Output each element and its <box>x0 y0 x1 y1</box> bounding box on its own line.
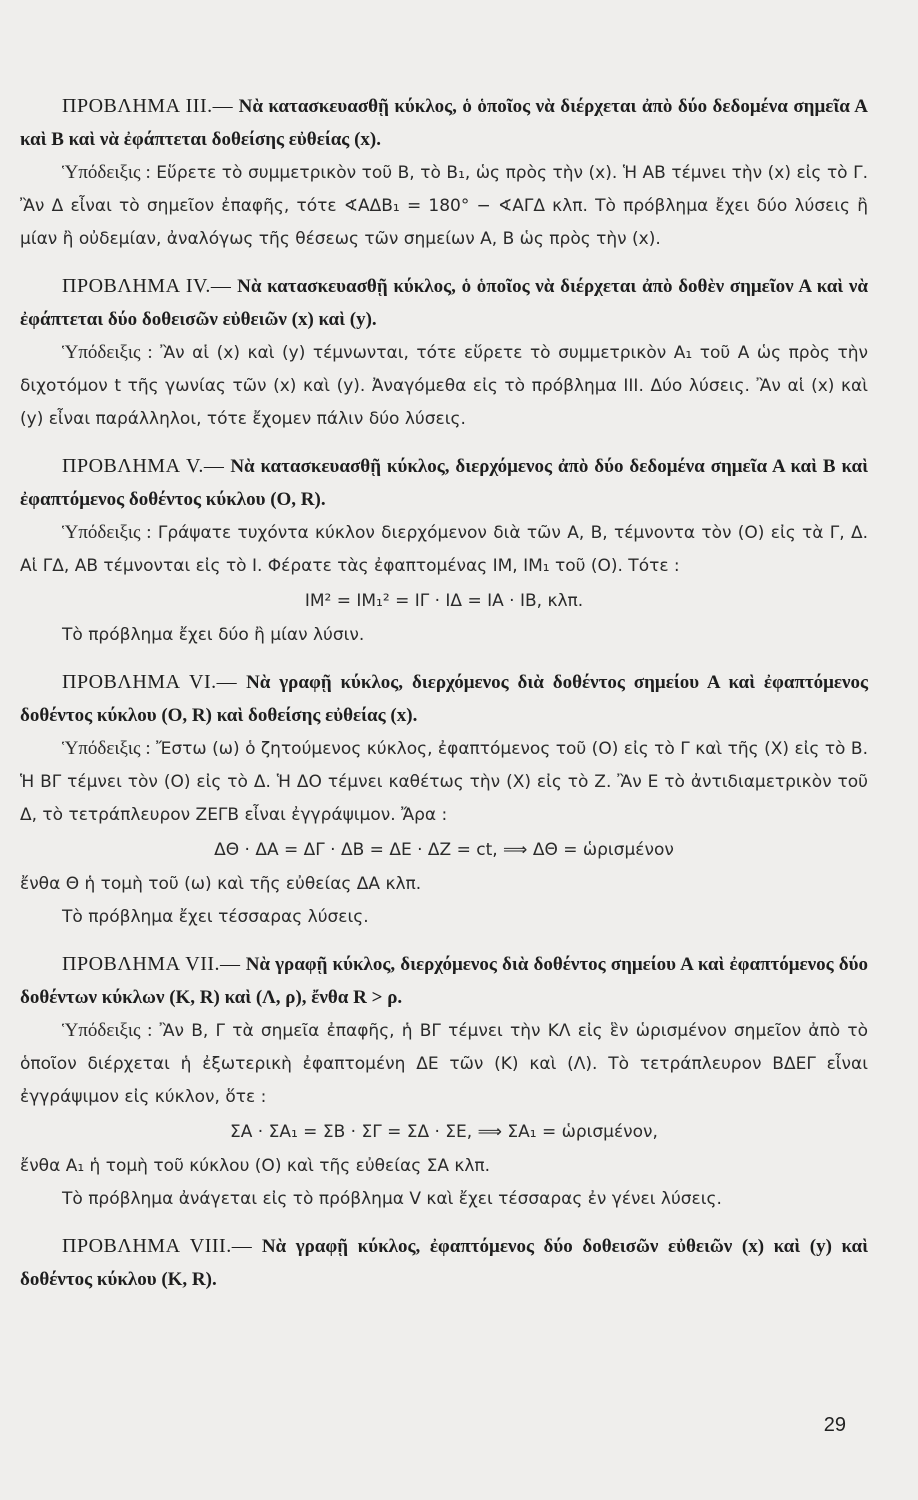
problem-4-hint-label: Ὑπόδειξις : <box>62 342 153 363</box>
problem-6-conclusion: Τὸ πρόβλημα ἔχει τέσσαρας λύσεις. <box>62 907 369 927</box>
problem-8 <box>20 1230 868 1296</box>
problem-4-hint-text: Ἂν αἱ (x) καὶ (y) τέμνωνται, τότε εὕρετε τὸ συμμετρικὸν Α₁ τοῦ Α ὡς πρὸς τὴν διχοτόμον t τῆς γωνίας τῶν (x) καὶ (y). Ἀναγόμεθα εἰς τὸ πρόβλημα ΙΙΙ. Δύο λύσεις. Ἂν αἱ (x) καὶ (y) εἶναι παράλληλοι, τότε ἔχομεν πάλιν δύο λύσεις. <box>20 343 869 429</box>
problem-4-label: ΠΡΟΒΛΗΜΑ IV.— <box>62 275 232 297</box>
problem-3-hint-label: Ὑπόδειξις : <box>62 162 151 183</box>
problem-7-hint-label: Ὑπόδειξις : <box>62 1020 153 1041</box>
problem-3 <box>20 90 868 256</box>
problem-6-where: ἔνθα Θ ἡ τομὴ τοῦ (ω) καὶ τῆς εὐθείας ΔΑ κλπ. <box>20 874 422 894</box>
problem-5-hint <box>20 516 868 583</box>
problem-6-hint <box>20 732 868 832</box>
problem-7-hint <box>20 1014 868 1114</box>
problem-6-hint-label: Ὑπόδειξις : <box>62 738 151 759</box>
problem-5-title <box>20 450 868 516</box>
problem-7-formula: ΣΑ · ΣΑ₁ = ΣΒ · ΣΓ = ΣΔ · ΣΕ, ⟹ ΣΑ₁ = ὡρισμένον, <box>230 1122 658 1142</box>
problem-7 <box>20 948 868 1216</box>
problem-5-formula: ΙΜ² = ΙΜ₁² = ΙΓ · ΙΔ = ΙΑ · ΙΒ, κλπ. <box>304 591 584 611</box>
problem-7-title <box>20 948 868 1014</box>
problem-6-title <box>20 666 868 732</box>
problem-4-hint <box>20 336 868 436</box>
problem-3-title <box>20 90 868 156</box>
problem-5-hint-text: Γράψατε τυχόντα κύκλον διερχόμενον διὰ τῶν Α, Β, τέμνοντα τὸν (Ο) εἰς τὰ Γ, Δ. Αἱ ΓΔ, ΑΒ τέμνονται εἰς τὸ Ι. Φέρατε τὰς ἐφαπτομένας ΙΜ, ΙΜ₁ τοῦ (Ο). Τότε : <box>20 523 868 576</box>
problem-5-statement: Νὰ κατασκευασθῇ κύκλος, διερχόμενος ἀπὸ δύο δεδομένα σημεῖα Α καὶ Β καὶ ἐφαπτόμενος δοθέντος κύκλου (Ο, R). <box>20 456 868 510</box>
problem-6-statement: Νὰ γραφῇ κύκλος, διερχόμενος διὰ δοθέντος σημείου Α καὶ ἐφαπτόμενος δοθέντος κύκλου (Ο, R) καὶ δοθείσης εὐθείας (x). <box>20 672 869 726</box>
problem-5-label: ΠΡΟΒΛΗΜΑ V.— <box>62 455 225 477</box>
problem-7-conclusion: Τὸ πρόβλημα ἀνάγεται εἰς τὸ πρόβλημα V καὶ ἔχει τέσσαρας ἐν γένει λύσεις. <box>62 1189 722 1209</box>
problem-5 <box>20 450 868 652</box>
problem-5-conclusion: Τὸ πρόβλημα ἔχει δύο ἢ μίαν λύσιν. <box>62 625 365 645</box>
problem-3-statement: Νὰ κατασκευασθῇ κύκλος, ὁ ὁποῖος νὰ διέρχεται ἀπὸ δύο δεδομένα σημεῖα Α καὶ Β καὶ νὰ ἐφάπτεται δοθείσης εὐθείας (x). <box>20 96 868 150</box>
problem-4-title <box>20 270 868 336</box>
problem-5-hint-label: Ὑπόδειξις : <box>62 522 152 543</box>
problem-7-hint-text: Ἂν Β, Γ τὰ σημεῖα ἐπαφῆς, ἡ ΒΓ τέμνει τὴν ΚΛ εἰς ἓν ὡρισμένον σημεῖον ἀπὸ τὸ ὁποῖον διέρχεται ἡ ἐξωτερικὴ ἐφαπτομένη ΔΕ τῶν (Κ) καὶ (Λ). Τὸ τετράπλευρον ΒΔΕΓ εἶναι ἐγγράψιμον εἰς κύκλον, ὅτε : <box>20 1021 868 1107</box>
problem-6-formula: ΔΘ · ΔΑ = ΔΓ · ΔΒ = ΔΕ · ΔΖ = ct, ⟹ ΔΘ = ὡρισμένον <box>214 840 674 860</box>
problem-6 <box>20 666 868 934</box>
problem-3-hint-text: Εὕρετε τὸ συμμετρικὸν τοῦ Β, τὸ Β₁, ὡς πρὸς τὴν (x). Ἡ ΑΒ τέμνει τὴν (x) εἰς τὸ Γ. Ἂν Δ εἶναι τὸ σημεῖον ἐπαφῆς, τότε ∢ΑΔΒ₁ = 180° − ∢ΑΓΔ κλπ. Τὸ πρόβλημα ἔχει δύο λύσεις ἢ μίαν ἢ οὐδεμίαν, ἀναλόγως τῆς θέσεως τῶν σημείων Α, Β ὡς πρὸς τὴν (x). <box>20 163 868 249</box>
page-number: 29 <box>823 1414 846 1436</box>
document-page <box>20 90 868 1310</box>
problem-8-statement: Νὰ γραφῇ κύκλος, ἐφαπτόμενος δύο δοθεισῶν εὐθειῶν (x) καὶ (y) καὶ δοθέντος κύκλου (Κ, R). <box>20 1236 869 1290</box>
problem-7-label: ΠΡΟΒΛΗΜΑ VII.— <box>62 953 241 975</box>
problem-3-hint <box>20 156 868 256</box>
problem-4 <box>20 270 868 436</box>
problem-8-label: ΠΡΟΒΛΗΜΑ VIII.— <box>62 1235 253 1257</box>
problem-7-where: ἔνθα Α₁ ἡ τομὴ τοῦ κύκλου (Ο) καὶ τῆς εὐθείας ΣΑ κλπ. <box>20 1156 491 1176</box>
problem-3-label: ΠΡΟΒΛΗΜΑ III.— <box>62 95 234 117</box>
problem-6-hint-text: Ἔστω (ω) ὁ ζητούμενος κύκλος, ἐφαπτόμενος τοῦ (Ο) εἰς τὸ Γ καὶ τῆς (Χ) εἰς τὸ Β. Ἡ ΒΓ τέμνει τὸν (Ο) εἰς τὸ Δ. Ἡ ΔΟ τέμνει καθέτως τὴν (Χ) εἰς τὸ Ζ. Ἂν Ε τὸ ἀντιδιαμετρικὸν τοῦ Δ, τὸ τετράπλευρον ΖΕΓΒ εἶναι ἐγγράψιμον. Ἄρα : <box>20 739 868 825</box>
problem-8-title <box>20 1230 868 1296</box>
problem-6-label: ΠΡΟΒΛΗΜΑ VI.— <box>62 671 238 693</box>
problem-7-statement: Νὰ γραφῇ κύκλος, διερχόμενος διὰ δοθέντος σημείου Α καὶ ἐφαπτόμενος δύο δοθέντων κύκλων (Κ, R) καὶ (Λ, ρ), ἔνθα R > ρ. <box>20 954 868 1008</box>
problem-4-statement: Νὰ κατασκευασθῇ κύκλος, ὁ ὁποῖος νὰ διέρχεται ἀπὸ δοθὲν σημεῖον Α καὶ νὰ ἐφάπτεται δύο δοθεισῶν εὐθειῶν (x) καὶ (y). <box>20 276 868 330</box>
